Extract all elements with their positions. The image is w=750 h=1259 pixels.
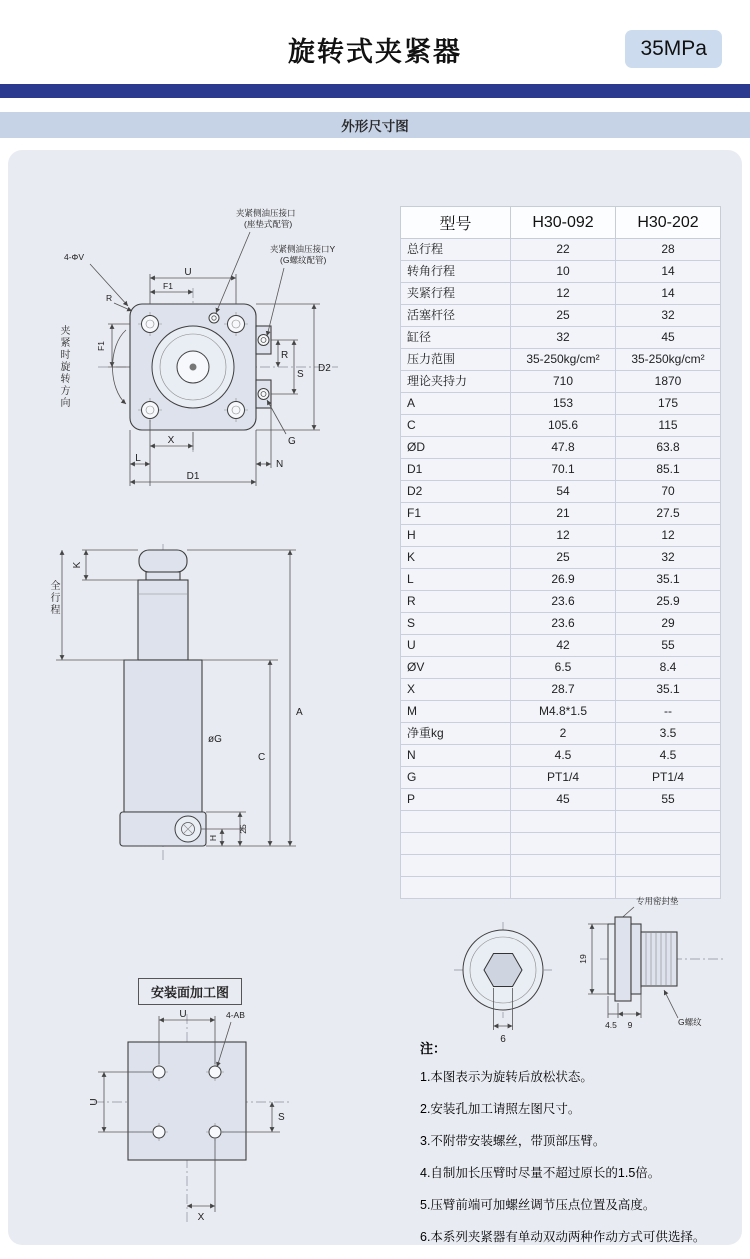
spec-value: 2 — [511, 723, 616, 745]
spec-value: 27.5 — [616, 503, 721, 525]
piston-cap — [139, 550, 187, 572]
mount-plate — [128, 1042, 246, 1160]
spec-value: 35.1 — [616, 569, 721, 591]
spec-value — [511, 833, 616, 855]
spec-row — [401, 283, 721, 305]
spec-param: 净重kg — [401, 723, 511, 745]
dim-label-x: X — [167, 435, 175, 446]
spec-value — [616, 855, 721, 877]
mount-view-drawing — [66, 1006, 316, 1236]
port-label-2: 夹紧侧油压接口Y — [270, 244, 336, 254]
spec-row — [401, 547, 721, 569]
spec-row — [401, 723, 721, 745]
spec-row — [401, 657, 721, 679]
section-header — [0, 112, 750, 138]
spec-row — [401, 855, 721, 877]
spec-param: ØV — [401, 657, 511, 679]
col-header-h30-092: H30-092 — [511, 207, 616, 239]
spec-value: 710 — [511, 371, 616, 393]
spec-value: PT1/4 — [616, 767, 721, 789]
fitting-collar — [631, 924, 641, 994]
spec-value — [616, 811, 721, 833]
seal-washer — [608, 924, 615, 994]
spec-row — [401, 349, 721, 371]
spec-value — [616, 833, 721, 855]
spec-row — [401, 261, 721, 283]
divider-bar — [0, 84, 750, 98]
thread-label: G螺纹 — [678, 1017, 702, 1027]
spec-value: 26.9 — [511, 569, 616, 591]
spec-value: 14 — [616, 261, 721, 283]
spec-value: 28 — [616, 239, 721, 261]
spec-value: 42 — [511, 635, 616, 657]
spec-param: L — [401, 569, 511, 591]
spec-value: 8.4 — [616, 657, 721, 679]
spec-row — [401, 305, 721, 327]
dim-label-d2: D2 — [318, 363, 331, 374]
note-item: 4.自制加长压臂时尽量不超过原长的1.5倍。 — [420, 1166, 661, 1180]
spec-value: 63.8 — [616, 437, 721, 459]
spec-param: ØD — [401, 437, 511, 459]
dim-label-r-corner: R — [106, 293, 113, 303]
spec-param — [401, 833, 511, 855]
spec-param: X — [401, 679, 511, 701]
spec-value: 55 — [616, 635, 721, 657]
spec-value: 12 — [511, 525, 616, 547]
spec-value: 32 — [511, 327, 616, 349]
side-view-drawing — [38, 542, 338, 877]
note-item: 5.压臂前端可加螺丝调节压点位置及高度。 — [420, 1198, 656, 1212]
spec-row — [401, 503, 721, 525]
spec-value: -- — [616, 701, 721, 723]
spec-param: K — [401, 547, 511, 569]
spec-value: 35-250kg/cm² — [511, 349, 616, 371]
spec-value: 32 — [616, 305, 721, 327]
spec-value: 45 — [511, 789, 616, 811]
spec-value: 23.6 — [511, 613, 616, 635]
full-stroke-label: 全行程 — [48, 580, 59, 616]
spec-param: S — [401, 613, 511, 635]
note-item: 2.安装孔加工请照左图尺寸。 — [420, 1102, 581, 1116]
spec-param: M — [401, 701, 511, 723]
port-label-2b: (G螺纹配管) — [280, 255, 327, 265]
page-title: 旋转式夹紧器 — [288, 37, 462, 67]
spec-table-body — [401, 239, 721, 899]
spec-param: A — [401, 393, 511, 415]
dim-label-f1-top: F1 — [163, 281, 173, 291]
spec-value — [511, 855, 616, 877]
note-item: 3.不附带安装螺丝，带顶部压臂。 — [420, 1134, 606, 1148]
spec-value: 10 — [511, 261, 616, 283]
notes-section — [420, 1038, 732, 1259]
dim-label-4phiv: 4-ΦV — [64, 252, 85, 262]
spec-row — [401, 789, 721, 811]
spec-row — [401, 591, 721, 613]
port-label-1b: (座垫式配管) — [244, 219, 293, 229]
spec-row — [401, 569, 721, 591]
spec-row — [401, 437, 721, 459]
spec-param — [401, 877, 511, 899]
seal-washer-label: 专用密封垫 — [636, 896, 679, 906]
spec-row — [401, 745, 721, 767]
spec-value: 35-250kg/cm² — [616, 349, 721, 371]
spec-row — [401, 481, 721, 503]
spec-param: N — [401, 745, 511, 767]
dim-label-k: K — [72, 561, 83, 569]
spec-param: 总行程 — [401, 239, 511, 261]
spec-value: M4.8*1.5 — [511, 701, 616, 723]
hex-socket-drawing — [448, 918, 558, 1048]
central-bore — [152, 326, 234, 408]
col-header-model: 型号 — [401, 207, 511, 239]
dim-label-og: øG — [208, 734, 222, 745]
spec-value: 105.6 — [511, 415, 616, 437]
spec-param: P — [401, 789, 511, 811]
note-item: 1.本图表示为旋转后放松状态。 — [420, 1070, 593, 1084]
spec-row — [401, 239, 721, 261]
pressure-badge: 35MPa — [625, 30, 722, 68]
dim-label-25: 25 — [238, 824, 248, 834]
spec-value: 25 — [511, 305, 616, 327]
dim-label-19: 19 — [578, 954, 588, 964]
dim-label-4ab: 4-AB — [226, 1010, 245, 1020]
piston-rod — [138, 580, 188, 660]
spec-param: F1 — [401, 503, 511, 525]
dim-label-9: 9 — [627, 1020, 633, 1030]
spec-param: C — [401, 415, 511, 437]
spec-value: 21 — [511, 503, 616, 525]
dim-label-f1-left: F1 — [96, 341, 106, 351]
mount-drawing-title: 安装面加工图 — [138, 978, 242, 1005]
spec-param: D1 — [401, 459, 511, 481]
spec-row — [401, 701, 721, 723]
spec-param: 理论夹持力 — [401, 371, 511, 393]
port-label-1: 夹紧侧油压接口 — [236, 208, 296, 218]
spec-value: 55 — [616, 789, 721, 811]
spec-table — [400, 206, 721, 899]
spec-row — [401, 679, 721, 701]
fitting-flange — [615, 917, 631, 1001]
spec-value: 29 — [616, 613, 721, 635]
spec-param: H — [401, 525, 511, 547]
dim-label-x-mount: X — [197, 1212, 205, 1223]
dim-label-h: H — [208, 834, 218, 842]
spec-value: PT1/4 — [511, 767, 616, 789]
spec-param: 缸径 — [401, 327, 511, 349]
spec-param: R — [401, 591, 511, 613]
dim-label-s-right: S — [297, 369, 304, 380]
spec-value: 25 — [511, 547, 616, 569]
spec-param: G — [401, 767, 511, 789]
spec-row — [401, 767, 721, 789]
dim-label-n: N — [276, 459, 284, 470]
spec-value: 25.9 — [616, 591, 721, 613]
spec-value: 32 — [616, 547, 721, 569]
spec-row — [401, 327, 721, 349]
fitting-drawing — [578, 892, 733, 1042]
spec-value: 28.7 — [511, 679, 616, 701]
dim-label-l: L — [135, 453, 141, 464]
dim-label-g: G — [288, 436, 296, 447]
dim-label-c: C — [258, 752, 266, 763]
spec-value: 12 — [616, 525, 721, 547]
spec-row — [401, 833, 721, 855]
cylinder-body — [124, 660, 202, 812]
spec-row — [401, 525, 721, 547]
spec-param: 活塞杆径 — [401, 305, 511, 327]
spec-row — [401, 613, 721, 635]
spec-row — [401, 415, 721, 437]
spec-row — [401, 635, 721, 657]
rotation-direction-label: 夹紧时旋转方向 — [58, 325, 69, 409]
dim-label-s: S — [278, 1112, 285, 1123]
spec-value: 54 — [511, 481, 616, 503]
top-view-drawing — [38, 196, 378, 526]
spec-param — [401, 855, 511, 877]
spec-value: 4.5 — [511, 745, 616, 767]
spec-param: 转角行程 — [401, 261, 511, 283]
cushion-port — [209, 313, 219, 323]
spec-value: 70.1 — [511, 459, 616, 481]
dim-label-6: 6 — [500, 1034, 506, 1045]
dim-label-u-top: U — [179, 1009, 187, 1020]
spec-value: 4.5 — [616, 745, 721, 767]
spec-param — [401, 811, 511, 833]
spec-row — [401, 371, 721, 393]
fitting-thread-body — [641, 932, 677, 986]
section-title: 外形尺寸图 — [341, 119, 409, 134]
header — [0, 0, 750, 84]
dim-label-r-right: R — [281, 350, 289, 361]
piston-groove — [146, 572, 180, 580]
spec-row — [401, 393, 721, 415]
spec-value: 1870 — [616, 371, 721, 393]
spec-value: 12 — [511, 283, 616, 305]
note-item: 6.本系列夹紧器有单动双动两种作动方式可供选择。 — [420, 1230, 706, 1244]
spec-value: 14 — [616, 283, 721, 305]
spec-value: 85.1 — [616, 459, 721, 481]
spec-value: 6.5 — [511, 657, 616, 679]
spec-param: D2 — [401, 481, 511, 503]
dim-label-a: A — [296, 707, 303, 718]
spec-value: 175 — [616, 393, 721, 415]
spec-param: 夹紧行程 — [401, 283, 511, 305]
spec-value: 22 — [511, 239, 616, 261]
spec-value: 70 — [616, 481, 721, 503]
spec-param: 压力范围 — [401, 349, 511, 371]
spec-value: 3.5 — [616, 723, 721, 745]
dim-label-u-left: U — [89, 1098, 100, 1106]
spec-value: 45 — [616, 327, 721, 349]
spec-value: 153 — [511, 393, 616, 415]
content-panel — [8, 150, 742, 1245]
dim-label-45: 4.5 — [605, 1020, 617, 1030]
spec-table-head — [401, 207, 721, 239]
notes-title: 注： — [420, 1041, 447, 1056]
spec-value: 35.1 — [616, 679, 721, 701]
spec-value — [511, 811, 616, 833]
col-header-h30-202: H30-202 — [616, 207, 721, 239]
spec-param: U — [401, 635, 511, 657]
spec-value: 47.8 — [511, 437, 616, 459]
notes-list — [420, 1067, 732, 1245]
dim-label-d1: D1 — [186, 471, 200, 482]
spec-row — [401, 459, 721, 481]
spec-row — [401, 811, 721, 833]
spec-value: 115 — [616, 415, 721, 437]
dim-label-u: U — [184, 267, 192, 278]
spec-value: 23.6 — [511, 591, 616, 613]
